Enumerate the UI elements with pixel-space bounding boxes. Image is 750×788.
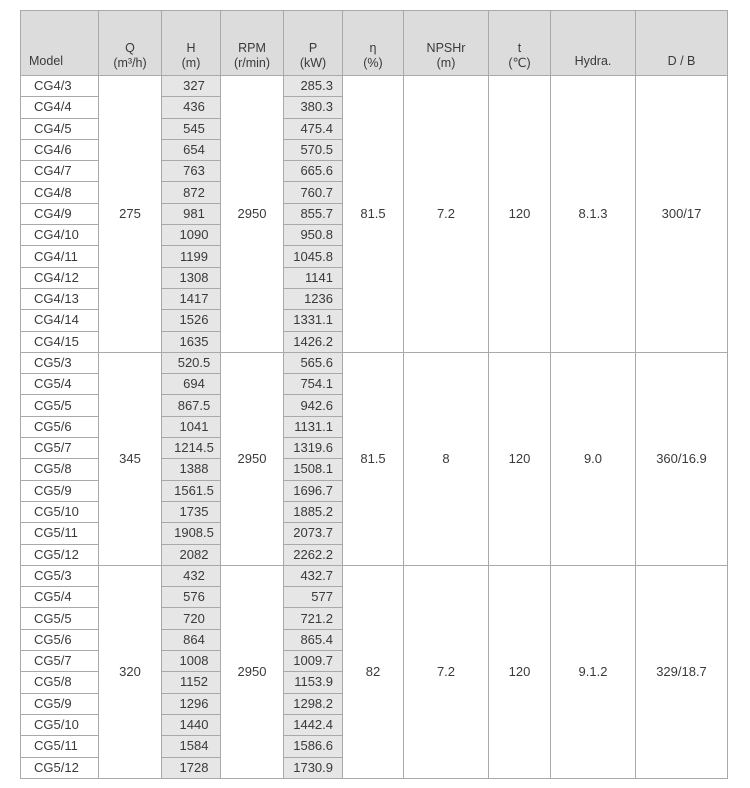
header-q: Q (m³/h) — [99, 11, 162, 76]
head-cell: 694 — [162, 374, 221, 395]
pump-spec-table — [20, 10, 728, 779]
head-cell: 867.5 — [162, 395, 221, 416]
npshr-cell: 8 — [404, 352, 489, 565]
power-cell: 1153.9 — [284, 672, 343, 693]
model-cell: CG5/8 — [21, 459, 99, 480]
model-cell: CG5/3 — [21, 352, 99, 373]
model-cell: CG4/4 — [21, 97, 99, 118]
power-cell: 754.1 — [284, 374, 343, 395]
power-cell: 1009.7 — [284, 651, 343, 672]
power-cell: 942.6 — [284, 395, 343, 416]
head-cell: 2082 — [162, 544, 221, 565]
head-cell: 432 — [162, 565, 221, 586]
head-cell: 545 — [162, 118, 221, 139]
power-cell: 577 — [284, 587, 343, 608]
db-cell: 300/17 — [636, 76, 728, 353]
header-row — [21, 11, 728, 76]
model-cell: CG5/5 — [21, 395, 99, 416]
head-cell: 327 — [162, 76, 221, 97]
npshr-cell: 7.2 — [404, 76, 489, 353]
flow-cell: 345 — [99, 352, 162, 565]
power-cell: 1141 — [284, 267, 343, 288]
hydra-cell: 9.1.2 — [551, 565, 636, 778]
hydra-cell: 9.0 — [551, 352, 636, 565]
head-cell: 1041 — [162, 416, 221, 437]
flow-cell: 320 — [99, 565, 162, 778]
power-cell: 1426.2 — [284, 331, 343, 352]
db-cell: 329/18.7 — [636, 565, 728, 778]
model-cell: CG5/10 — [21, 714, 99, 735]
power-cell: 855.7 — [284, 203, 343, 224]
head-cell: 1526 — [162, 310, 221, 331]
model-cell: CG5/9 — [21, 693, 99, 714]
head-cell: 1296 — [162, 693, 221, 714]
temperature-cell: 120 — [489, 76, 551, 353]
power-cell: 285.3 — [284, 76, 343, 97]
head-cell: 1090 — [162, 225, 221, 246]
power-cell: 1696.7 — [284, 480, 343, 501]
head-cell: 520.5 — [162, 352, 221, 373]
head-cell: 1561.5 — [162, 480, 221, 501]
model-cell: CG5/6 — [21, 416, 99, 437]
model-cell: CG5/6 — [21, 629, 99, 650]
head-cell: 763 — [162, 161, 221, 182]
model-cell: CG4/13 — [21, 288, 99, 309]
power-cell: 1236 — [284, 288, 343, 309]
power-cell: 865.4 — [284, 629, 343, 650]
power-cell: 1131.1 — [284, 416, 343, 437]
power-cell: 1331.1 — [284, 310, 343, 331]
power-cell: 1885.2 — [284, 501, 343, 522]
head-cell: 654 — [162, 139, 221, 160]
head-cell: 1908.5 — [162, 523, 221, 544]
head-cell: 981 — [162, 203, 221, 224]
model-cell: CG4/6 — [21, 139, 99, 160]
power-cell: 380.3 — [284, 97, 343, 118]
model-cell: CG5/11 — [21, 523, 99, 544]
model-cell: CG4/7 — [21, 161, 99, 182]
model-cell: CG4/3 — [21, 76, 99, 97]
model-cell: CG5/12 — [21, 544, 99, 565]
power-cell: 665.6 — [284, 161, 343, 182]
rpm-cell: 2950 — [221, 352, 284, 565]
model-cell: CG5/7 — [21, 651, 99, 672]
power-cell: 570.5 — [284, 139, 343, 160]
temperature-cell: 120 — [489, 565, 551, 778]
head-cell: 1152 — [162, 672, 221, 693]
npshr-cell: 7.2 — [404, 565, 489, 778]
header-temperature: t (℃) — [489, 11, 551, 76]
model-cell: CG4/14 — [21, 310, 99, 331]
head-cell: 1008 — [162, 651, 221, 672]
header-rpm: RPM (r/min) — [221, 11, 284, 76]
table-body — [21, 76, 728, 779]
head-cell: 436 — [162, 97, 221, 118]
head-cell: 1584 — [162, 736, 221, 757]
header-efficiency: η (%) — [343, 11, 404, 76]
model-cell: CG5/11 — [21, 736, 99, 757]
model-cell: CG4/11 — [21, 246, 99, 267]
flow-cell: 275 — [99, 76, 162, 353]
header-npshr: NPSHr (m) — [404, 11, 489, 76]
model-cell: CG4/8 — [21, 182, 99, 203]
model-cell: CG5/9 — [21, 480, 99, 501]
power-cell: 565.6 — [284, 352, 343, 373]
model-cell: CG5/5 — [21, 608, 99, 629]
rpm-cell: 2950 — [221, 76, 284, 353]
head-cell: 1214.5 — [162, 438, 221, 459]
power-cell: 950.8 — [284, 225, 343, 246]
power-cell: 432.7 — [284, 565, 343, 586]
model-cell: CG5/12 — [21, 757, 99, 778]
head-cell: 720 — [162, 608, 221, 629]
header-model: Model — [21, 11, 99, 76]
head-cell: 576 — [162, 587, 221, 608]
power-cell: 1730.9 — [284, 757, 343, 778]
head-cell: 1388 — [162, 459, 221, 480]
power-cell: 1508.1 — [284, 459, 343, 480]
hydra-cell: 8.1.3 — [551, 76, 636, 353]
model-cell: CG5/7 — [21, 438, 99, 459]
head-cell: 1728 — [162, 757, 221, 778]
head-cell: 1199 — [162, 246, 221, 267]
head-cell: 1635 — [162, 331, 221, 352]
power-cell: 1586.6 — [284, 736, 343, 757]
power-cell: 475.4 — [284, 118, 343, 139]
model-cell: CG5/3 — [21, 565, 99, 586]
temperature-cell: 120 — [489, 352, 551, 565]
head-cell: 864 — [162, 629, 221, 650]
model-cell: CG4/9 — [21, 203, 99, 224]
table-row — [21, 565, 728, 586]
db-cell: 360/16.9 — [636, 352, 728, 565]
header-db: D / B — [636, 11, 728, 76]
table-row — [21, 76, 728, 97]
model-cell: CG5/4 — [21, 374, 99, 395]
power-cell: 1442.4 — [284, 714, 343, 735]
model-cell: CG4/15 — [21, 331, 99, 352]
power-cell: 1045.8 — [284, 246, 343, 267]
power-cell: 2262.2 — [284, 544, 343, 565]
rpm-cell: 2950 — [221, 565, 284, 778]
power-cell: 1319.6 — [284, 438, 343, 459]
model-cell: CG5/10 — [21, 501, 99, 522]
power-cell: 1298.2 — [284, 693, 343, 714]
header-h: H (m) — [162, 11, 221, 76]
head-cell: 872 — [162, 182, 221, 203]
header-hydra: Hydra. — [551, 11, 636, 76]
power-cell: 721.2 — [284, 608, 343, 629]
efficiency-cell: 81.5 — [343, 76, 404, 353]
head-cell: 1440 — [162, 714, 221, 735]
head-cell: 1735 — [162, 501, 221, 522]
header-p: P (kW) — [284, 11, 343, 76]
power-cell: 2073.7 — [284, 523, 343, 544]
model-cell: CG4/5 — [21, 118, 99, 139]
head-cell: 1308 — [162, 267, 221, 288]
model-cell: CG5/8 — [21, 672, 99, 693]
model-cell: CG4/10 — [21, 225, 99, 246]
model-cell: CG4/12 — [21, 267, 99, 288]
table-row — [21, 352, 728, 373]
model-cell: CG5/4 — [21, 587, 99, 608]
power-cell: 760.7 — [284, 182, 343, 203]
efficiency-cell: 81.5 — [343, 352, 404, 565]
head-cell: 1417 — [162, 288, 221, 309]
efficiency-cell: 82 — [343, 565, 404, 778]
